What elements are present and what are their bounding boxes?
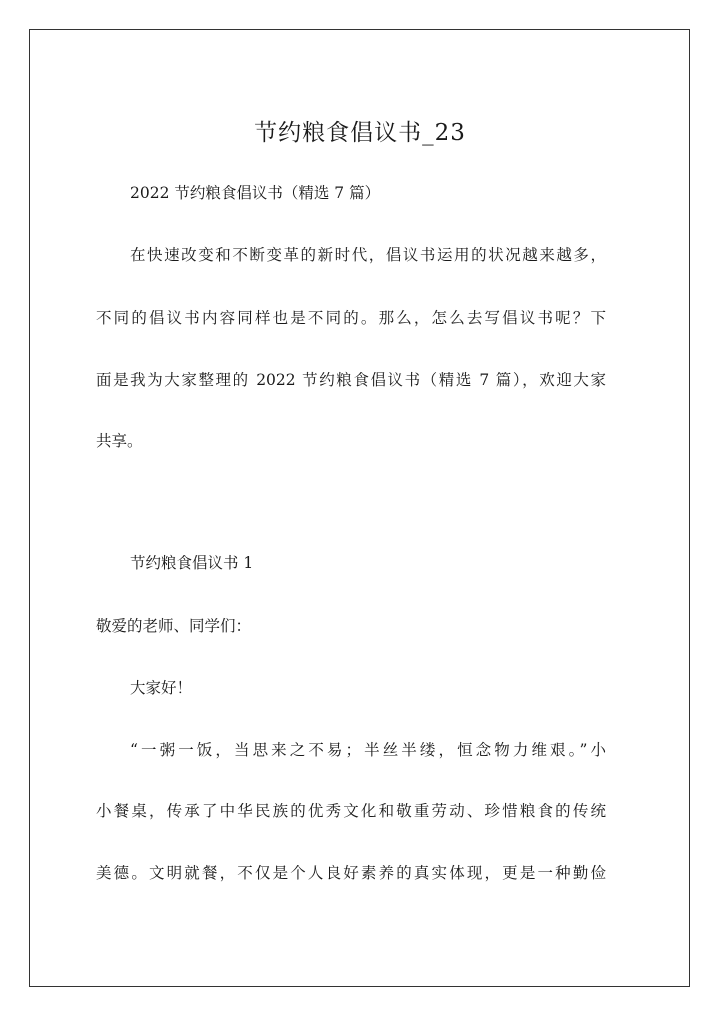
intro-line-4: 共享。 bbox=[96, 432, 143, 450]
greeting: 大家好！ bbox=[130, 679, 193, 697]
document-title: 节约粮食倡议书_23 bbox=[254, 120, 466, 146]
body-line-1: “一粥一饭，当思来之不易；半丝半缕，恒念物力维艰。”小 bbox=[130, 741, 606, 759]
body-line-2: 小餐桌，传承了中华民族的优秀文化和敬重劳动、珍惜粮食的传统 bbox=[96, 802, 606, 820]
section-heading: 节约粮食倡议书 1 bbox=[130, 554, 254, 572]
page-border bbox=[29, 29, 690, 987]
salutation: 敬爱的老师、同学们： bbox=[96, 617, 252, 635]
intro-line-1: 在快速改变和不断变革的新时代，倡议书运用的状况越来越多， bbox=[130, 246, 606, 264]
body-line-3: 美德。文明就餐，不仅是个人良好素养的真实体现，更是一种勤俭 bbox=[96, 864, 606, 882]
intro-line-2: 不同的倡议书内容同样也是不同的。那么，怎么去写倡议书呢？下 bbox=[96, 309, 606, 327]
document-subtitle: 2022 节约粮食倡议书（精选 7 篇） bbox=[130, 184, 381, 202]
intro-line-3: 面是我为大家整理的 2022 节约粮食倡议书（精选 7 篇），欢迎大家 bbox=[96, 371, 606, 389]
